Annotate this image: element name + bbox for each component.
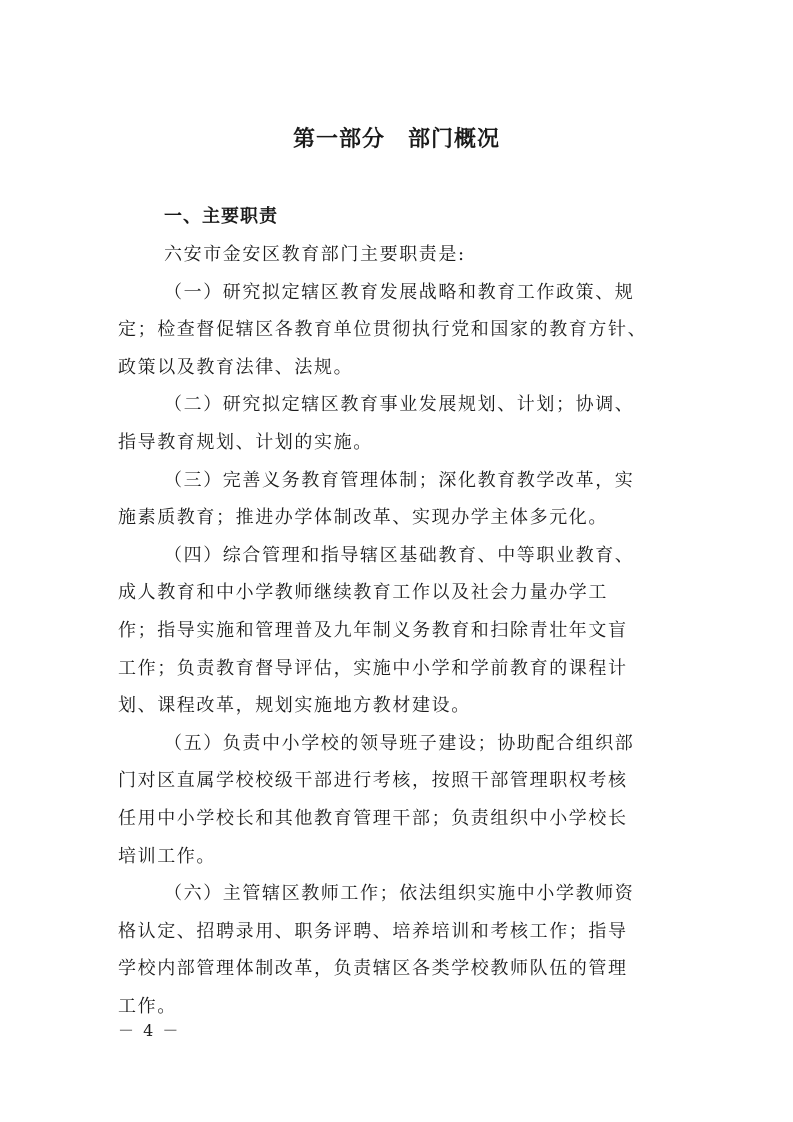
text-line: 门对区直属学校校级干部进行考核，按照干部管理职权考核 <box>118 770 628 792</box>
text-line: 工作；负责教育督导评估，实施中小学和学前教育的课程计 <box>118 657 628 679</box>
text-line: 学校内部管理体制改革，负责辖区各类学校教师队伍的管理 <box>118 958 628 980</box>
section-heading: 一、主要职责 <box>164 206 278 227</box>
text-line: 作；指导实施和管理普及九年制义务教育和扫除青壮年文盲 <box>118 619 628 641</box>
text-line: 定；检查督促辖区各教育单位贯彻执行党和国家的教育方针、 <box>118 319 648 341</box>
text-line: （三）完善义务教育管理体制；深化教育教学改革，实 <box>164 469 635 491</box>
text-line: （六）主管辖区教师工作；依法组织实施中小学教师资 <box>164 883 635 905</box>
text-line: 划、课程改革，规划实施地方教材建设。 <box>118 695 471 717</box>
text-line: 指导教育规划、计划的实施。 <box>118 431 373 453</box>
text-line: （一）研究拟定辖区教育发展战略和教育工作政策、规 <box>164 281 635 303</box>
text-line: 工作。 <box>118 995 177 1017</box>
text-line: （四）综合管理和指导辖区基础教育、中等职业教育、 <box>164 544 635 566</box>
text-line: （二）研究拟定辖区教育事业发展规划、计划；协调、 <box>164 394 635 416</box>
text-line: 政策以及教育法律、法规。 <box>118 356 354 378</box>
page-title: 第一部分 部门概况 <box>292 127 500 152</box>
page-number: － 4 － <box>118 1021 181 1040</box>
text-line: 任用中小学校长和其他教育管理干部；负责组织中小学校长 <box>118 807 628 829</box>
text-line: 格认定、招聘录用、职务评聘、培养培训和考核工作；指导 <box>118 920 628 942</box>
text-line: 六安市金安区教育部门主要职责是: <box>164 244 466 265</box>
text-line: 成人教育和中小学教师继续教育工作以及社会力量办学工 <box>118 582 608 604</box>
text-line: 施素质教育；推进办学体制改革、实现办学主体多元化。 <box>118 507 608 529</box>
text-line: 培训工作。 <box>118 845 216 867</box>
text-line: （五）负责中小学校的领导班子建设；协助配合组织部 <box>164 732 635 754</box>
body-text <box>118 236 678 1025</box>
